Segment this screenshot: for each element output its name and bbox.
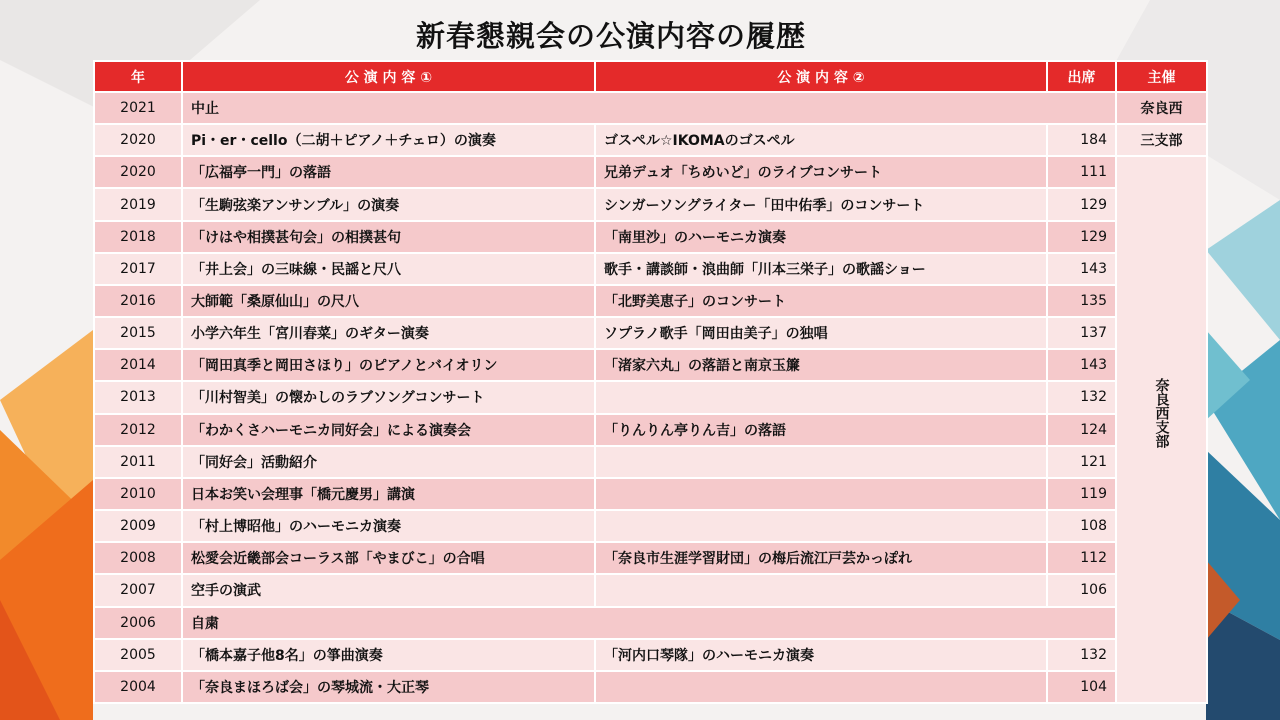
table-row [94,92,1207,124]
program2-cell: 兄弟デュオ「ちめいど」のライブコンサート [595,156,1047,188]
table-row [94,285,1207,317]
attendance-cell: 106 [1047,574,1116,606]
program1-cell: 「井上会」の三味線・民謡と尺八 [182,253,595,285]
table-row [94,478,1207,510]
program2-cell: 「北野美恵子」のコンサート [595,285,1047,317]
year-cell: 2018 [94,221,182,253]
program1-cell: 小学六年生「宮川春菜」のギター演奏 [182,317,595,349]
year-cell: 2007 [94,574,182,606]
year-cell: 2006 [94,607,182,639]
host-cell: 三支部 [1116,124,1207,156]
program1-cell: 自粛 [182,607,1116,639]
program1-cell: 「広福亭一門」の落語 [182,156,595,188]
program1-cell: 松愛会近畿部会コーラス部「やまびこ」の合唱 [182,542,595,574]
year-cell: 2017 [94,253,182,285]
program2-cell: ゴスペル☆IKOMAのゴスペル [595,124,1047,156]
header-host: 主催 [1116,61,1207,92]
program2-cell: 歌手・講談師・浪曲師「川本三栄子」の歌謡ショー [595,253,1047,285]
program1-cell: 「橋本嘉子他8名」の箏曲演奏 [182,639,595,671]
year-cell: 2019 [94,188,182,220]
host-merged-label: 奈良西支部 [1153,378,1170,449]
program2-cell: 「奈良市生涯学習財団」の梅后流江戸芸かっぽれ [595,542,1047,574]
program2-cell: 「りんりん亭りん吉」の落語 [595,414,1047,446]
year-cell: 2011 [94,446,182,478]
table-row [94,639,1207,671]
history-table [93,60,1208,704]
table-row [94,317,1207,349]
program1-cell: 「生駒弦楽アンサンブル」の演奏 [182,188,595,220]
attendance-cell: 143 [1047,349,1116,381]
program1-cell: 「わかくさハーモニカ同好会」による演奏会 [182,414,595,446]
table-row [94,156,1207,188]
attendance-cell: 108 [1047,510,1116,542]
attendance-cell: 184 [1047,124,1116,156]
table-row [94,446,1207,478]
program1-cell: 「村上博昭他」のハーモニカ演奏 [182,510,595,542]
program2-cell [595,671,1047,703]
year-cell: 2016 [94,285,182,317]
attendance-cell: 135 [1047,285,1116,317]
table-row [94,188,1207,220]
table-row [94,349,1207,381]
program1-cell: 「けはや相撲甚句会」の相撲甚句 [182,221,595,253]
attendance-cell: 129 [1047,188,1116,220]
program1-cell: 中止 [182,92,1116,124]
attendance-cell: 129 [1047,221,1116,253]
attendance-cell: 119 [1047,478,1116,510]
year-cell: 2020 [94,124,182,156]
program1-cell: 「奈良まほろば会」の琴城流・大正琴 [182,671,595,703]
program1-cell: 空手の演武 [182,574,595,606]
year-cell: 2021 [94,92,182,124]
program2-cell [595,478,1047,510]
year-cell: 2020 [94,156,182,188]
table-row [94,221,1207,253]
year-cell: 2015 [94,317,182,349]
year-cell: 2005 [94,639,182,671]
program2-cell [595,574,1047,606]
table-row [94,253,1207,285]
program2-cell: 「河内口琴隊」のハーモニカ演奏 [595,639,1047,671]
attendance-cell: 112 [1047,542,1116,574]
program1-cell: 「岡田真季と岡田さほり」のピアノとバイオリン [182,349,595,381]
host-cell: 奈良西 [1116,92,1207,124]
program2-cell [595,446,1047,478]
header-program2: 公 演 内 容 ② [595,61,1047,92]
program2-cell: ソプラノ歌手「岡田由美子」の独唱 [595,317,1047,349]
attendance-cell: 132 [1047,381,1116,413]
table-row [94,381,1207,413]
host-merged-cell [1116,156,1207,703]
table-row [94,414,1207,446]
year-cell: 2012 [94,414,182,446]
program1-cell: 「川村智美」の懐かしのラブソングコンサート [182,381,595,413]
header-year: 年 [94,61,182,92]
program2-cell: シンガーソングライター「田中佑季」のコンサート [595,188,1047,220]
attendance-cell: 111 [1047,156,1116,188]
page-title: 新春懇親会の公演内容の履歴 [415,19,806,53]
year-cell: 2013 [94,381,182,413]
table-header-row [94,61,1207,92]
header-program1: 公 演 内 容 ① [182,61,595,92]
year-cell: 2010 [94,478,182,510]
attendance-cell: 121 [1047,446,1116,478]
header-attendance: 出席 [1047,61,1116,92]
program2-cell: 「渚家六丸」の落語と南京玉簾 [595,349,1047,381]
table-row [94,510,1207,542]
attendance-cell: 137 [1047,317,1116,349]
table-row [94,607,1207,639]
attendance-cell: 132 [1047,639,1116,671]
attendance-cell: 143 [1047,253,1116,285]
table-row [94,574,1207,606]
program1-cell: Pi・er・cello（二胡＋ピアノ＋チェロ）の演奏 [182,124,595,156]
program2-cell: 「南里沙」のハーモニカ演奏 [595,221,1047,253]
attendance-cell: 104 [1047,671,1116,703]
attendance-cell: 124 [1047,414,1116,446]
year-cell: 2004 [94,671,182,703]
table-row [94,124,1207,156]
table-row [94,542,1207,574]
program2-cell [595,381,1047,413]
program1-cell: 大師範「桑原仙山」の尺八 [182,285,595,317]
program1-cell: 「同好会」活動紹介 [182,446,595,478]
year-cell: 2014 [94,349,182,381]
program1-cell: 日本お笑い会理事「橋元慶男」講演 [182,478,595,510]
program2-cell [595,510,1047,542]
table-row [94,671,1207,703]
year-cell: 2008 [94,542,182,574]
year-cell: 2009 [94,510,182,542]
